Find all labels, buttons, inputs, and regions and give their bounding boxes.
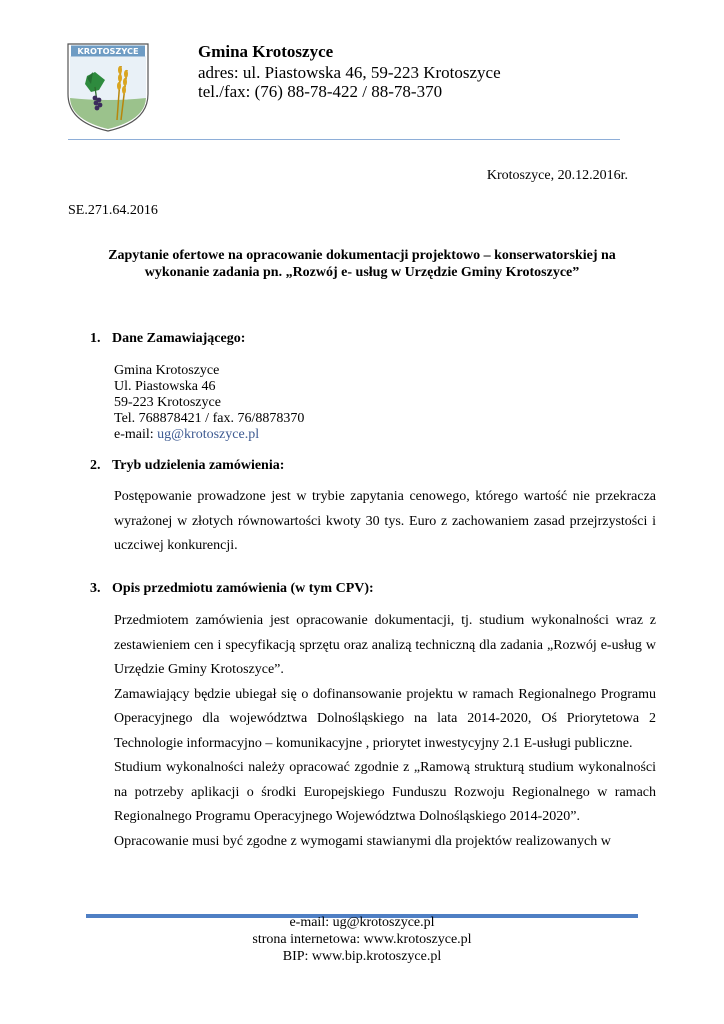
email-link[interactable]: ug@krotoszyce.pl [157,427,260,442]
header-phone: tel./fax: (76) 88-78-422 / 88-78-370 [198,82,443,101]
section-3-body [114,609,656,854]
email-label: e-mail: [114,427,158,442]
section-3-heading [90,581,374,597]
title-line-2: wykonanie zadania pn. „Rozwój e- usług w Urzędzie Gminy Krotoszyce” [144,265,580,280]
section-2-heading [90,458,284,474]
header-divider [68,139,620,140]
section-1-heading [90,331,245,347]
footer-email: e-mail: ug@krotoszyce.pl [289,915,435,930]
section-3-paragraph-4: Opracowanie musi być zgodne z wymogami stawianymi dla projektów realizowanych w [114,833,611,849]
address-line: Tel. 768878421 / fax. 76/8878370 [114,411,305,426]
address-email-line [114,427,304,443]
section-2-title: Tryb udzielenia zamówienia: [112,458,285,473]
crest-label: KROTOSZYCE [77,46,139,56]
address-line: Gmina Krotoszyce [114,363,220,378]
title-line-1: Zapytanie ofertowe na opracowanie dokumentacji projektowo – konserwatorskiej na [108,248,616,263]
footer-website: strona internetowa: www.krotoszyce.pl [252,932,472,947]
section-1-title: Dane Zamawiającego: [112,331,246,346]
section-3-paragraph-1: Przedmiotem zamówienia jest opracowanie dokumentacji, tj. studium wykonalności wraz z zestawieniem cen i specyfikacją sprzętu oraz analizą techniczną dla zadania „Rozwój e-usług w Urzędzie Gminy Krotoszyce”. [114,613,656,677]
section-3-number: 3. [90,581,101,596]
reference-number: SE.271.64.2016 [68,203,158,218]
contracting-authority-address [114,363,304,443]
section-3-title: Opis przedmiotu zamówienia (w tym CPV): [112,581,374,596]
coat-of-arms-logo [65,42,151,132]
address-line: Ul. Piastowska 46 [114,379,216,394]
document-date: Krotoszyce, 20.12.2016r. [486,168,628,183]
section-2-number: 2. [90,458,101,473]
section-2-paragraph: Postępowanie prowadzone jest w trybie zapytania cenowego, którego wartość nie przekracza wyrażonej w złotych równowartości kwoty 30 tys. Euro z zachowaniem zasad przejrzystości i uczciwej konkurencji. [114,489,656,553]
address-line: 59-223 Krotoszyce [114,395,221,410]
section-3-paragraph-3: Studium wykonalności należy opracować zgodnie z „Ramową strukturą studium wykonalności na potrzeby aplikacji o środki Europejskiego Funduszu Rozwoju Regionalnego w ramach Regionalnego Programu Operacyjnego Województwa Dolnośląskiego 2014-2020”. [114,760,656,824]
footer-bip: BIP: www.bip.krotoszyce.pl [282,949,442,964]
section-3-paragraph-2: Zamawiający będzie ubiegał się o dofinansowanie projektu w ramach Regionalnego Programu Operacyjnego dla województwa Dolnośląskiego na lata 2014-2020, Oś Priorytetowa 2 Technologie informacyjno – komunikacyjne , priorytet inwestycyjny 2.1 E-usługi publiczne. [114,686,656,751]
municipality-name: Gmina Krotoszyce [198,42,334,61]
header-address: adres: ul. Piastowska 46, 59-223 Krotoszyce [198,63,501,82]
section-1-number: 1. [90,331,101,346]
document-title [80,247,644,281]
